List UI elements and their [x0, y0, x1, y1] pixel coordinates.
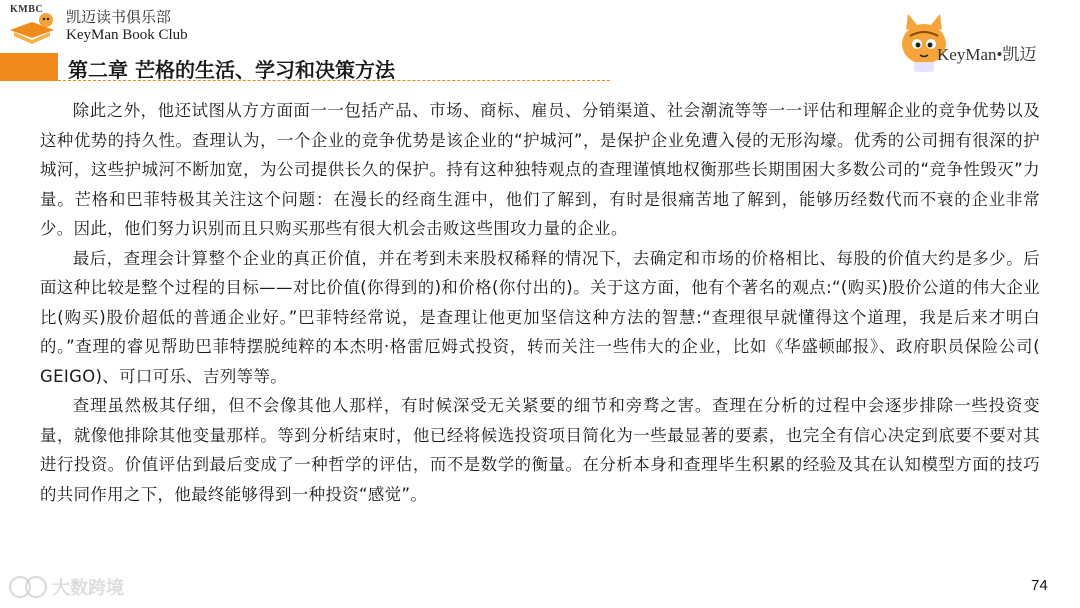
club-name-chinese: 凯迈读书俱乐部: [66, 8, 172, 26]
kmbc-logo-text: KMBC: [10, 4, 44, 15]
chapter-title: 第二章 芒格的生活、学习和决策方法: [68, 58, 395, 82]
chapter-accent-block: [0, 53, 58, 81]
main-content: [40, 96, 1040, 509]
watermark-text: 大数跨境: [52, 578, 124, 599]
page-number: 74: [1031, 577, 1048, 594]
chapter-divider: [58, 80, 610, 81]
paragraph-competitive-advantage: 除此之外，他还试图从方方面面一一包括产品、市场、商标、雇员、分销渠道、社会潮流等等一一评估和理解企业的竞争优势以及这种优势的持久性。查理认为，一个企业的竞争优势是该企业的“护城河”，是保护企业免遭入侵的无形沟壕。优秀的公司拥有很深的护城河，这些护城河不断加宽，为公司提供长久的保护。持有这种独特观点的查理谨慎地权衡那些长期围困大多数公司的“竞争性毁灭”力量。芒格和巴菲特极其关注这个问题：在漫长的经商生涯中，他们了解到，有时是很痛苦地了解到，能够历经数代而不衰的企业非常少。因此，他们努力识别而且只购买那些有很大机会击败这些围攻力量的企业。: [40, 101, 1040, 238]
chapter-heading-bar: [0, 53, 610, 81]
keyman-brand-text: KeyMan•凯迈: [937, 45, 1037, 64]
club-name-english: KeyMan Book Club: [66, 27, 188, 43]
paragraph-investment-feeling: 查理虽然极其仔细，但不会像其他人那样，有时候深受无关紧要的细节和旁骛之害。查理在分析的过程中会逐步排除一些投资变量，就像他排除其他变量那样。等到分析结束时，他已经将候选投资项目简化为一些最显著的要素，也完全有信心决定到底要不要对其进行投资。价值评估到最后变成了一种哲学的评估，而不是数学的衡量。在分析本身和查理毕生积累的经验及其在认知模型方面的技巧的共同作用之下，他最终能够得到一种投资“感觉”。: [40, 396, 1040, 504]
paragraph-valuation: 最后，查理会计算整个企业的真正价值，并在考到未来股权稀释的情况下，去确定和市场的价格相比、每股的价值大约是多少。后面这种比较是整个过程的目标——对比价值(你得到的)和价格(你付出的)。关于这方面，他有个著名的观点:“(购买)股价公道的伟大企业比(购买)股价超低的普通企业好。”巴菲特经常说，是查理让他更加坚信这种方法的智慧:“查理很早就懂得这个道理，我是后来才明白的。”查理的睿见帮助巴菲特摆脱纯粹的本杰明·格雷厄姆式投资，转而关注一些伟大的企业，比如《华盛顿邮报》、政府职员保险公司( GEIGO)、可口可乐、吉列等等。: [40, 248, 1040, 386]
